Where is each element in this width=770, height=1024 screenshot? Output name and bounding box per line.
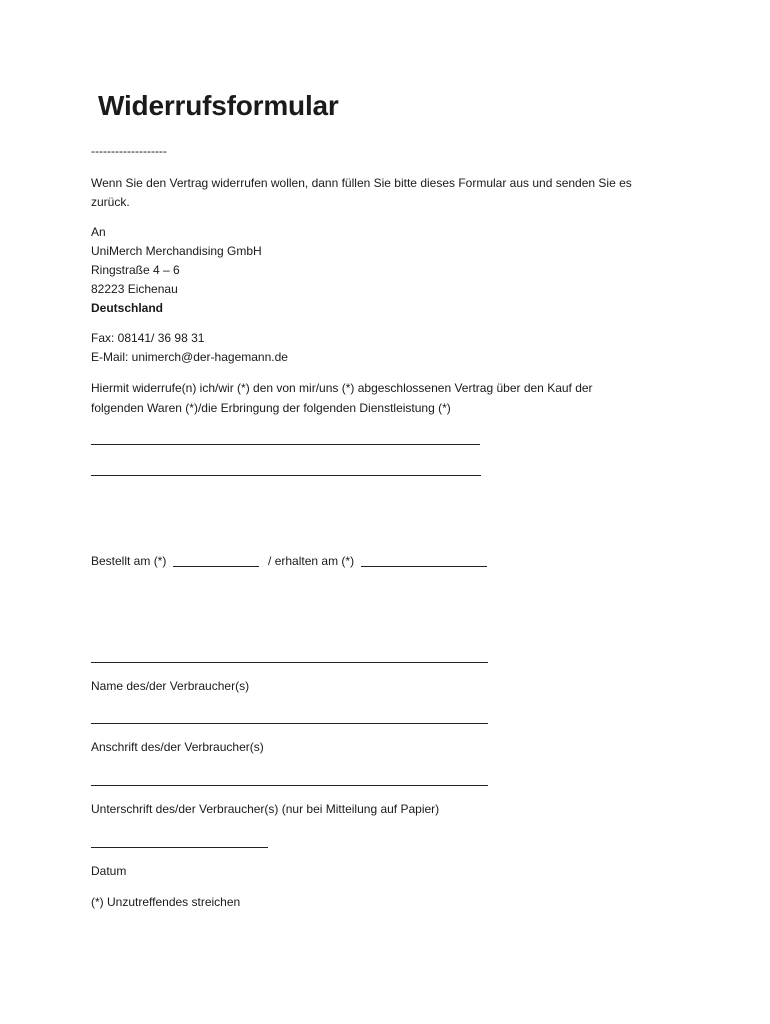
contact-email: E-Mail: unimerch@der-hagemann.de bbox=[91, 350, 288, 364]
recipient-company: UniMerch Merchandising GmbH bbox=[91, 244, 262, 258]
order-dates-row bbox=[91, 552, 487, 571]
received-date-line[interactable] bbox=[361, 566, 487, 567]
name-label: Name des/der Verbraucher(s) bbox=[91, 679, 250, 693]
recipient-country: Deutschland bbox=[91, 301, 164, 315]
goods-line-2[interactable] bbox=[91, 475, 481, 476]
intro-line-2: zurück. bbox=[91, 195, 130, 209]
separator-dashes: ------------------- bbox=[91, 144, 167, 158]
goods-line-1[interactable] bbox=[91, 444, 480, 445]
page-title: Widerrufsformular bbox=[98, 90, 339, 121]
declaration-line-1: Hiermit widerrufe(n) ich/wir (*) den von mir/uns (*) abgeschlossenen Vertrag über den Kauf der bbox=[91, 381, 593, 395]
declaration-line-2: folgenden Waren (*)/die Erbringung der folgenden Dienstleistung (*) bbox=[91, 401, 451, 415]
name-line[interactable] bbox=[91, 662, 488, 663]
contact-fax: Fax: 08141/ 36 98 31 bbox=[91, 331, 205, 345]
signature-line[interactable] bbox=[91, 785, 488, 786]
date-line[interactable] bbox=[91, 847, 268, 848]
footnote: (*) Unzutreffendes streichen bbox=[91, 895, 241, 909]
recipient-street: Ringstraße 4 – 6 bbox=[91, 263, 180, 277]
address-label: Anschrift des/der Verbraucher(s) bbox=[91, 740, 264, 754]
recipient-to: An bbox=[91, 225, 106, 239]
recipient-city: 82223 Eichenau bbox=[91, 282, 178, 296]
ordered-date-line[interactable] bbox=[173, 566, 259, 567]
date-label: Datum bbox=[91, 864, 127, 878]
ordered-label: Bestellt am (*) bbox=[91, 554, 167, 568]
signature-label: Unterschrift des/der Verbraucher(s) (nur bei Mitteilung auf Papier) bbox=[91, 802, 440, 816]
address-line[interactable] bbox=[91, 723, 488, 724]
received-label: / erhalten am (*) bbox=[268, 554, 355, 568]
intro-line-1: Wenn Sie den Vertrag widerrufen wollen, dann füllen Sie bitte dieses Formular aus und senden Sie es bbox=[91, 176, 632, 190]
